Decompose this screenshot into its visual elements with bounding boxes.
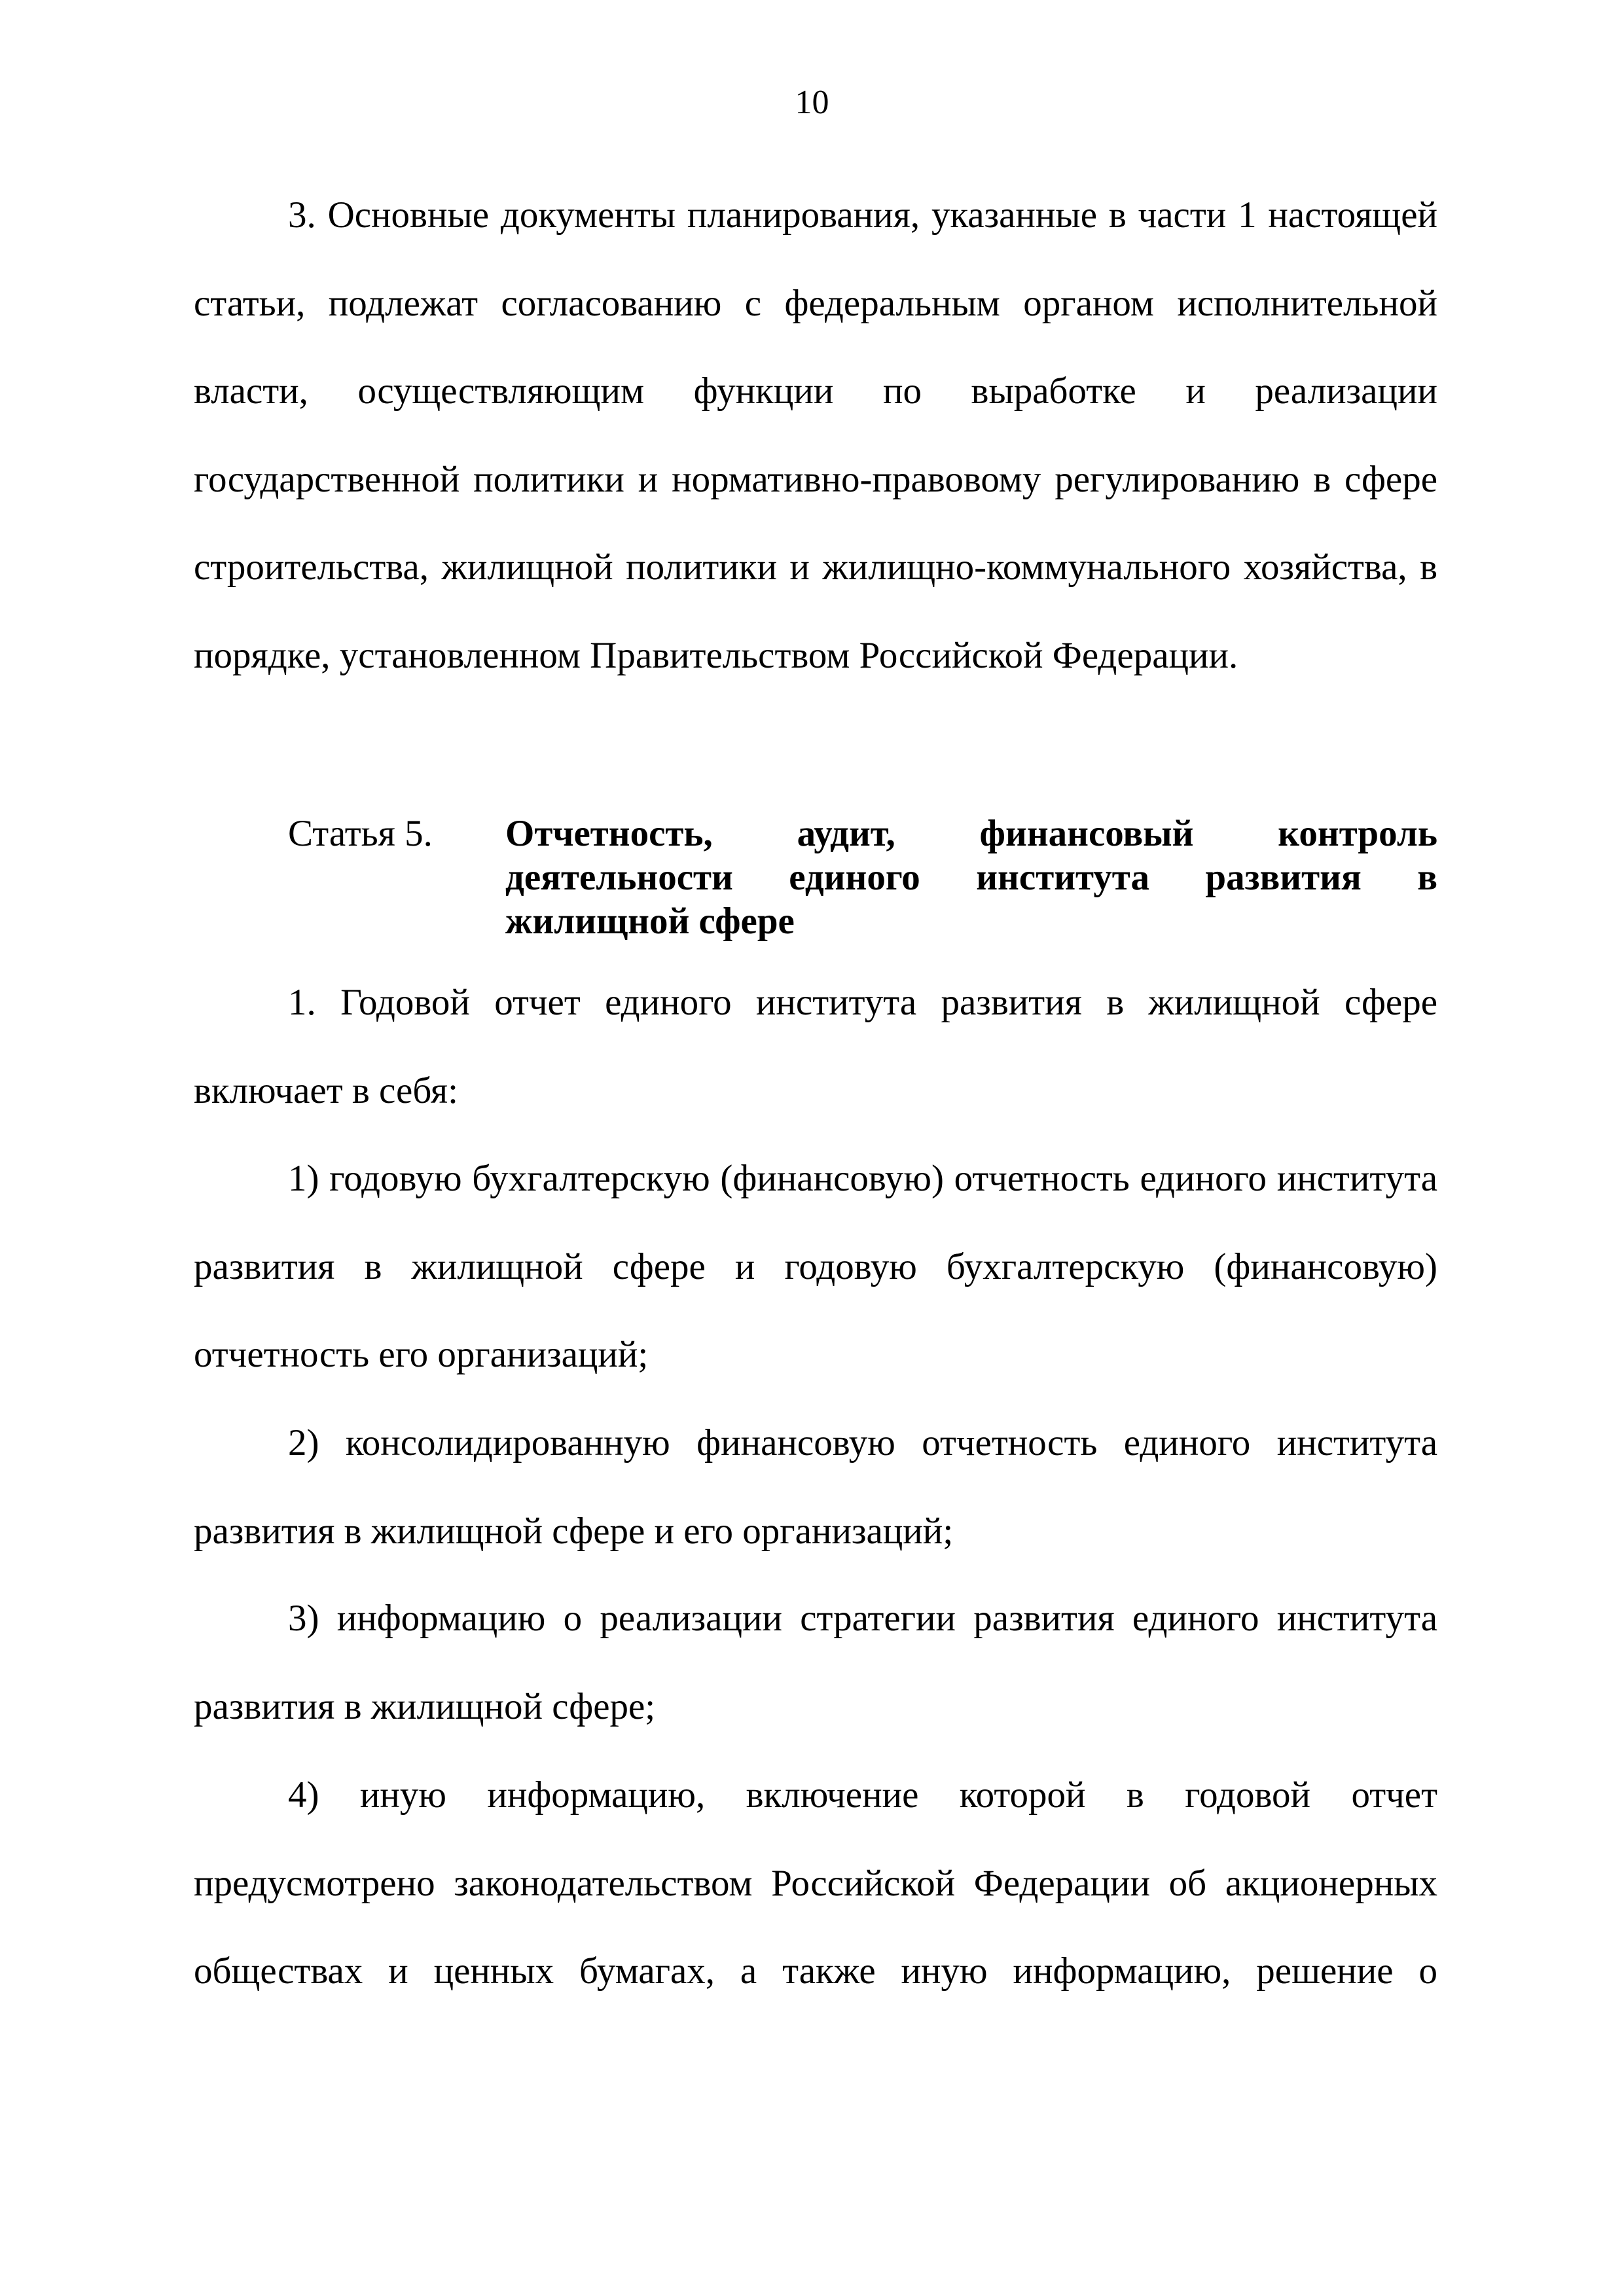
page-number: 10 [795, 84, 829, 121]
article-label: Статья 5. [288, 813, 433, 854]
list-item-2-text: 2) консолидированную финансовую отчетность единого института развития в жилищной сфере и его организаций; [194, 1422, 1437, 1552]
list-item-3-text: 3) информацию о реализации стратегии развития единого института развития в жилищной сфере; [194, 1598, 1437, 1727]
list-item-3 [194, 1575, 1437, 1751]
list-item-1 [194, 1135, 1437, 1399]
paragraph-part-1 [194, 959, 1437, 1135]
article-title: Отчетность, аудит, финансовый контроль деятельности единого института развития в жилищной сфере [505, 813, 1437, 942]
paragraph-part-1-text: 1. Годовой отчет единого института развития в жилищной сфере включает в себя: [194, 982, 1437, 1111]
list-item-1-text: 1) годовую бухгалтерскую (финансовую) отчетность единого института развития в жилищной сфере и годовую бухгалтерскую (финансовую) отчетность его организаций; [194, 1158, 1437, 1375]
paragraph-part-3-text: 3. Основные документы планирования, указанные в части 1 настоящей статьи, подлежат согласованию с федеральным органом исполнительной власти, осуществляющим функции по выработке и реализации государственной политики и нормативно-правовому регулированию в сфере строительства, жилищной политики и жилищно-коммунального хозяйства, в порядке, установленном Правительством Российской Федерации. [194, 194, 1437, 676]
list-item-4 [194, 1751, 1437, 2016]
paragraph-part-3 [194, 171, 1437, 700]
list-item-2 [194, 1399, 1437, 1575]
list-item-4-text: 4) иную информацию, включение которой в годовой отчет предусмотрено законодательством Российской Федерации об акционерных обществах и ценных бумагах, а также иную информацию, решение о [194, 1774, 1437, 1992]
